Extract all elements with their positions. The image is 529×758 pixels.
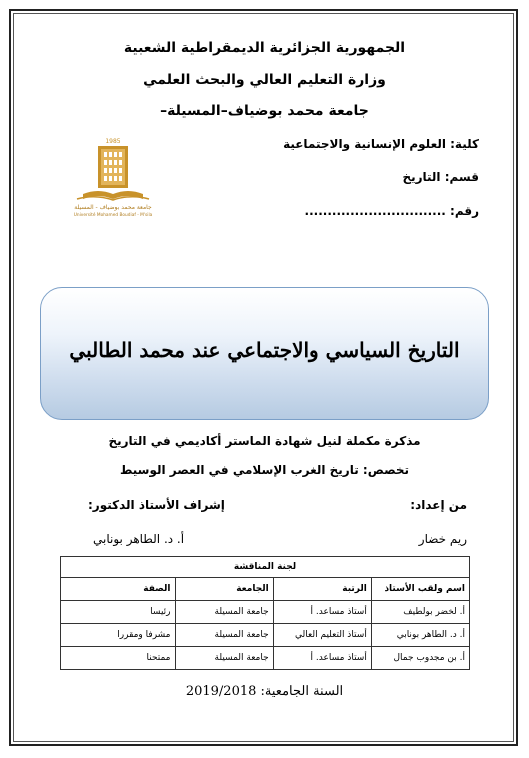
university-logo <box>63 136 163 218</box>
academic-year: السنة الجامعية: 2019/2018 <box>185 684 344 699</box>
header-role: اسم ولقب الأستاذ <box>371 578 469 601</box>
supervisor-label: إشراف الأستاذ الدكتور: <box>88 498 225 512</box>
ministry-heading: وزارة التعليم العالي والبحث العلمي <box>143 72 386 88</box>
prepared-by-label: من إعداد: <box>410 498 467 512</box>
committee-table <box>60 556 470 670</box>
cell-rank: أستاذ التعليم العالي <box>273 624 371 647</box>
cell-name: أ. بن مجدوب جمال <box>371 647 469 670</box>
table-row <box>61 601 470 624</box>
thesis-title: التاريخ السياسي والاجتماعي عند محمد الطالبي <box>69 338 460 362</box>
number-line: رقم: ............................... <box>304 204 479 218</box>
cell-name: أ. د. الطاهر بونابي <box>371 624 469 647</box>
committee-caption: لجنة المناقشة <box>61 557 470 578</box>
faculty-line: كلية: العلوم الإنسانية والاجتماعية <box>283 137 479 151</box>
cell-rank: أستاذ مساعد. أ <box>273 601 371 624</box>
header-rank: الرتبة <box>273 578 371 601</box>
cell-name: أ. لخضر بولطيف <box>371 601 469 624</box>
republic-heading: الجمهورية الجزائرية الديمقراطية الشعبية <box>123 40 406 56</box>
memo-line: مذكرة مكملة لنيل شهادة الماستر أكاديمي في التاريخ <box>108 434 421 448</box>
specialty-line: تخصص: تاريخ الغرب الإسلامي في العصر الوسيط <box>119 463 410 477</box>
university-logo-icon <box>63 136 163 218</box>
cell-role: مشرفا ومقررا <box>61 624 176 647</box>
cell-rank: أستاذ مساعد. أ <box>273 647 371 670</box>
cell-role: رئيسا <box>61 601 176 624</box>
logo-year: 1985 <box>105 138 121 145</box>
department-line: قسم: التاريخ <box>402 170 479 184</box>
title-box <box>40 287 489 420</box>
supervisor-name: أ. د. الطاهر بونابي <box>93 532 185 546</box>
cell-university: جامعة المسيلة <box>175 647 273 670</box>
header-name: الصفة <box>61 578 176 601</box>
table-row <box>61 647 470 670</box>
logo-name-ar: جامعة محمد بوضياف - المسيلة <box>74 204 152 211</box>
table-row <box>61 624 470 647</box>
logo-name-fr: Université Mohamed Boudiaf - M'sila <box>73 213 153 218</box>
university-heading: جامعة محمد بوضياف–المسيلة– <box>160 103 369 119</box>
table-header-row <box>61 578 470 601</box>
cell-role: ممتحنا <box>61 647 176 670</box>
cell-university: جامعة المسيلة <box>175 624 273 647</box>
header-university: الجامعة <box>175 578 273 601</box>
student-name: ريم خضار <box>418 532 467 546</box>
cell-university: جامعة المسيلة <box>175 601 273 624</box>
